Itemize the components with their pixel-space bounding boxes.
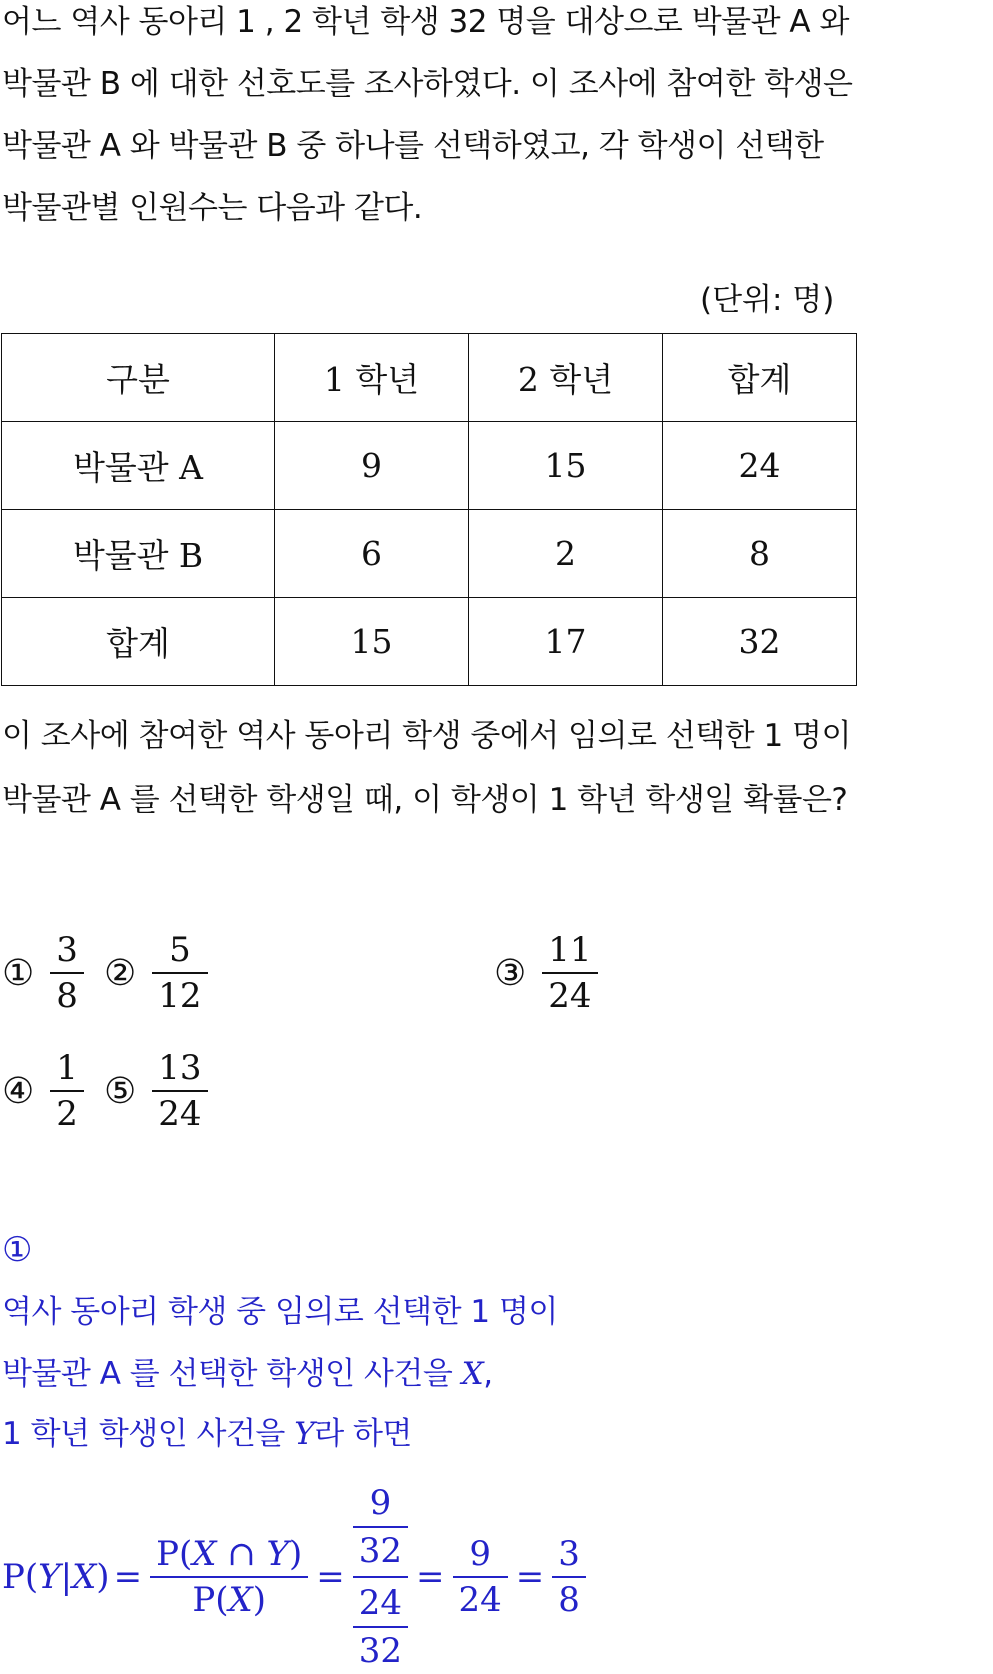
numerator: 13 (158, 1048, 202, 1088)
fraction-compound (353, 1480, 408, 1674)
numerator: 9 (369, 1483, 392, 1523)
option-mark: ① (2, 952, 35, 994)
eq-text: P( (192, 1580, 229, 1620)
solution-text: 1 학년 학생인 사건을 (2, 1416, 295, 1452)
solution-text: 라 하면 (314, 1416, 412, 1452)
table-header-row (2, 334, 857, 422)
numerator: 11 (548, 930, 592, 970)
question-line-1: 이 조사에 참여한 역사 동아리 학생 중에서 임의로 선택한 1 명이 (2, 718, 851, 754)
eq-text: ) (252, 1580, 266, 1620)
equals-sign: = (515, 1557, 545, 1597)
header-cell: 1 학년 (275, 334, 469, 422)
table-row (2, 598, 857, 686)
table-row (2, 510, 857, 598)
eq-text: ) (289, 1534, 303, 1574)
eq-text: X (192, 1534, 217, 1574)
option-mark: ⑤ (104, 1070, 137, 1112)
denominator (186, 1578, 272, 1622)
option-fraction (152, 928, 207, 1018)
header-cell: 2 학년 (469, 334, 663, 422)
denominator: 12 (158, 976, 202, 1016)
option-mark: ③ (494, 952, 527, 994)
eq-text: X (228, 1580, 253, 1620)
eq-text: P( (2, 1557, 39, 1597)
numerator: 3 (56, 930, 78, 970)
eq-text: X (72, 1557, 97, 1597)
probability-equation (2, 1480, 590, 1674)
solution-line-3 (2, 1414, 412, 1454)
option-2[interactable] (104, 928, 212, 1018)
numerator: 24 (358, 1583, 403, 1623)
eq-text: Y (266, 1534, 289, 1574)
problem-line-3: 박물관 A 와 박물관 B 중 하나를 선택하였고, 각 학생이 선택한 (2, 128, 824, 164)
denominator: 24 (158, 1094, 202, 1134)
numerator-fraction (353, 1480, 408, 1574)
fraction-bar-main (353, 1576, 408, 1578)
denominator: 24 (458, 1580, 502, 1620)
table-row (2, 422, 857, 510)
solution-text: , (483, 1356, 493, 1392)
table-cell: 17 (469, 598, 663, 686)
denominator: 32 (358, 1631, 403, 1671)
eq-text: | (60, 1557, 73, 1597)
option-fraction (50, 928, 84, 1018)
problem-line-1: 어느 역사 동아리 1 , 2 학년 학생 32 명을 대상으로 박물관 A 와 (2, 4, 849, 40)
option-mark: ④ (2, 1070, 35, 1112)
header-cell: 합계 (663, 334, 857, 422)
denominator: 32 (358, 1531, 403, 1571)
table-cell: 2 (469, 510, 663, 598)
option-fraction (152, 1046, 207, 1136)
option-fraction (50, 1046, 84, 1136)
fraction-simple (453, 1532, 508, 1622)
problem-line-2: 박물관 B 에 대한 선호도를 조사하였다. 이 조사에 참여한 학생은 (2, 66, 853, 102)
option-1[interactable] (2, 928, 88, 1018)
eq-text: ) (96, 1557, 110, 1597)
equals-sign: = (113, 1557, 143, 1597)
table-cell: 6 (275, 510, 469, 598)
table-cell: 8 (663, 510, 857, 598)
solution-line-2 (2, 1354, 493, 1394)
problem-line-4: 박물관별 인원수는 다음과 같다. (2, 190, 423, 226)
option-3[interactable] (494, 928, 602, 1018)
numerator: 5 (169, 930, 191, 970)
table-cell: 15 (469, 422, 663, 510)
numerator: 3 (558, 1534, 580, 1574)
solution-answer: ① (2, 1230, 32, 1270)
numerator (150, 1532, 308, 1576)
table-cell: 15 (275, 598, 469, 686)
option-mark: ② (104, 952, 137, 994)
numerator: 1 (56, 1048, 78, 1088)
fraction-conditional (150, 1532, 308, 1622)
solution-line-1: 역사 동아리 학생 중 임의로 선택한 1 명이 (2, 1294, 558, 1330)
table-cell: 24 (663, 422, 857, 510)
denominator: 24 (548, 976, 592, 1016)
equals-sign: = (416, 1557, 445, 1597)
eq-text: P( (156, 1534, 193, 1574)
row-label: 박물관 B (2, 510, 275, 598)
question-line-2: 박물관 A 를 선택한 학생일 때, 이 학생이 1 학년 학생일 확률은? (2, 782, 848, 818)
equals-sign: = (316, 1557, 345, 1597)
variable-x: X (461, 1356, 484, 1392)
option-4[interactable] (2, 1046, 88, 1136)
table-cell: 32 (663, 598, 857, 686)
row-label: 합계 (2, 598, 275, 686)
denominator: 2 (56, 1094, 78, 1134)
numerator: 9 (469, 1534, 491, 1574)
option-fraction (542, 928, 597, 1018)
table-unit-label: (단위: 명) (700, 282, 835, 318)
row-label: 박물관 A (2, 422, 275, 510)
eq-text: ∩ (216, 1534, 267, 1574)
denominator: 8 (56, 976, 78, 1016)
header-cell: 구분 (2, 334, 275, 422)
fraction-result (552, 1532, 586, 1622)
eq-text: Y (38, 1557, 61, 1597)
denominator-fraction (353, 1580, 408, 1674)
solution-text: 박물관 A 를 선택한 학생인 사건을 (2, 1356, 462, 1392)
variable-y: Y (294, 1416, 315, 1452)
table-cell: 9 (275, 422, 469, 510)
eq-lhs (2, 1557, 110, 1597)
survey-table (1, 333, 857, 686)
denominator: 8 (558, 1580, 580, 1620)
option-5[interactable] (104, 1046, 212, 1136)
